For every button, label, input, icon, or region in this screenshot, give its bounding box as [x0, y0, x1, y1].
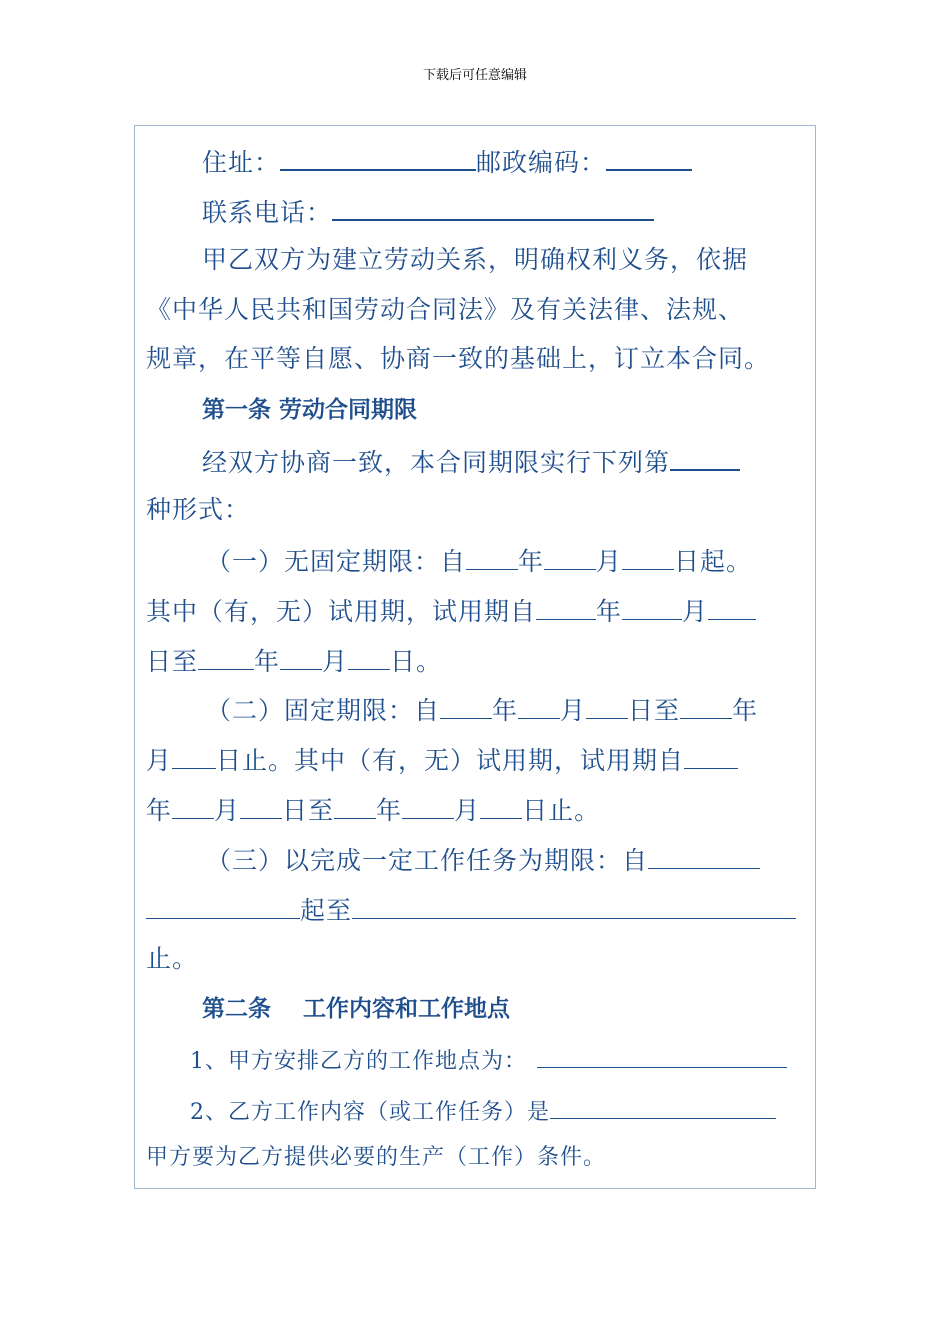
intro-line-2: 《中华人民共和国劳动合同法》及有关法律、法规、	[146, 295, 745, 324]
phone-blank[interactable]	[332, 193, 654, 221]
opt2-end-year-blank[interactable]	[680, 692, 732, 719]
opt1-month-blank[interactable]	[544, 543, 596, 570]
option-2-line-1	[206, 692, 758, 728]
intro-line-3: 规章，在平等自愿、协商一致的基础上，订立本合同。	[146, 344, 771, 373]
a1-text: 经双方协商一致，本合同期限实行下列第	[202, 448, 671, 477]
option-1-line-2	[146, 593, 756, 629]
opt1-trial-month-text: 月	[682, 597, 709, 626]
option-1-line-3	[146, 643, 442, 679]
postcode-blank[interactable]	[606, 143, 692, 171]
opt2-trial-year-blank[interactable]	[684, 742, 738, 769]
opt2-year-blank[interactable]	[440, 692, 492, 719]
opt1-end-text: 日。	[390, 647, 443, 676]
work-content-blank[interactable]	[550, 1092, 776, 1119]
opt1-trial-year-blank[interactable]	[536, 593, 596, 620]
option-3-line-1	[206, 842, 760, 878]
opt1-end-day-blank[interactable]	[348, 643, 390, 670]
opt2-day-blank[interactable]	[586, 692, 628, 719]
opt2-to-text: 日至	[628, 696, 681, 725]
opt2-trial-end-year-text: 年	[376, 796, 403, 825]
opt1-trial-month-blank[interactable]	[622, 593, 682, 620]
opt2-trial-month-blank[interactable]	[172, 792, 214, 819]
a2-1-text: 1、甲方安排乙方的工作地点为：	[190, 1049, 527, 1074]
opt1-end-year-blank[interactable]	[198, 643, 254, 670]
opt2-month-text: 月	[560, 696, 587, 725]
work-location-blank[interactable]	[537, 1041, 787, 1068]
address-blank[interactable]	[280, 143, 476, 171]
article-1-para-2: 种形式：	[146, 495, 251, 524]
opt3-to-text: 起至	[300, 896, 353, 925]
opt1-end-month-text: 月	[322, 647, 349, 676]
option-1-line-1	[206, 543, 752, 579]
page-header: 下载后可任意编辑	[422, 68, 527, 83]
option-2-line-2	[146, 742, 738, 778]
a2-2-text: 2、乙方工作内容（或工作任务）是	[190, 1100, 550, 1125]
postcode-label: 邮政编码：	[476, 148, 607, 177]
opt2-trial-end-day-blank[interactable]	[480, 792, 522, 819]
opt1-to-text: 日至	[146, 647, 199, 676]
opt1-trial-year-text: 年	[596, 597, 623, 626]
opt2-trial-to-text: 日至	[282, 796, 335, 825]
opt2-month-blank[interactable]	[518, 692, 560, 719]
opt2-end-day-blank[interactable]	[172, 742, 216, 769]
article-2-item-1	[190, 1041, 787, 1079]
opt2-text: （二）固定期限：自	[206, 696, 441, 725]
opt1-end-month-blank[interactable]	[280, 643, 322, 670]
option-3-line-3: 止。	[146, 944, 199, 973]
article-1-title: 第一条 劳动合同期限	[202, 397, 418, 423]
opt3-start-blank[interactable]	[648, 842, 760, 869]
opt3-text: （三）以完成一定工作任务为期限：自	[206, 846, 649, 875]
opt1-text: （一）无固定期限：自	[206, 547, 467, 576]
opt2-end-text: 日止。	[522, 796, 601, 825]
opt2-year-text: 年	[492, 696, 519, 725]
opt1-month-text: 月	[596, 547, 623, 576]
opt1-day-text: 日起。	[674, 547, 753, 576]
opt2-trial-day-blank[interactable]	[240, 792, 282, 819]
opt1-day-blank[interactable]	[622, 543, 674, 570]
address-label: 住址：	[202, 148, 281, 177]
article-2-item-2	[190, 1092, 776, 1130]
phone-label: 联系电话：	[202, 198, 333, 227]
opt2-end-year-text: 年	[732, 696, 759, 725]
address-line	[202, 143, 692, 180]
opt1-year-blank[interactable]	[466, 543, 518, 570]
opt1-trial-day-blank[interactable]	[708, 593, 756, 620]
opt3-end-blank[interactable]	[352, 892, 796, 919]
opt2-trial-end-month-blank[interactable]	[402, 792, 454, 819]
article-2-title: 第二条 工作内容和工作地点	[202, 996, 511, 1022]
opt2-trial-text: 日止。其中（有，无）试用期，试用期自	[216, 746, 685, 775]
opt1-trial-text: 其中（有，无）试用期，试用期自	[146, 597, 537, 626]
phone-line	[202, 193, 654, 230]
opt2-trial-year-text: 年	[146, 796, 173, 825]
opt2-trial-end-month-text: 月	[454, 796, 481, 825]
intro-line-1: 甲乙双方为建立劳动关系，明确权利义务，依据	[202, 245, 749, 274]
opt2-trial-end-year-blank[interactable]	[334, 792, 376, 819]
opt2-end-month-text: 月	[146, 746, 173, 775]
form-number-blank[interactable]	[670, 443, 740, 471]
opt2-trial-month-text: 月	[214, 796, 241, 825]
option-3-line-2	[146, 892, 796, 928]
opt1-end-year-text: 年	[254, 647, 281, 676]
article-1-para-1	[202, 443, 740, 480]
article-2-item-3: 甲方要为乙方提供必要的生产（工作）条件。	[146, 1145, 607, 1170]
opt3-start-cont-blank[interactable]	[146, 892, 300, 919]
option-2-line-3	[146, 792, 600, 828]
opt1-year-text: 年	[518, 547, 545, 576]
